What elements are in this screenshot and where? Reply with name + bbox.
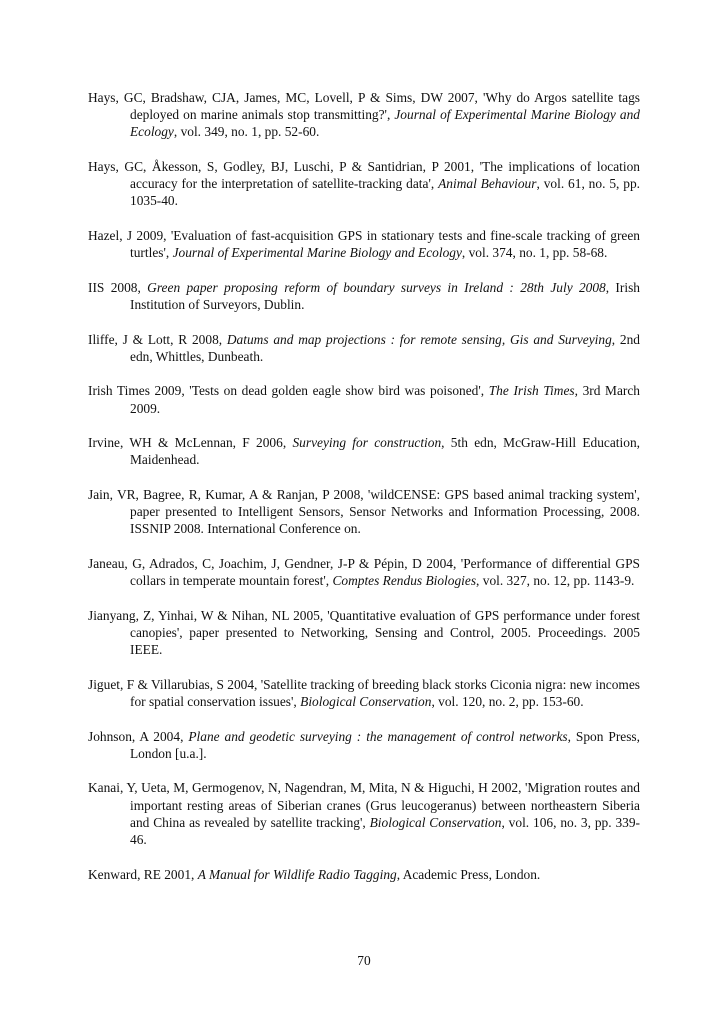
reference-entry bbox=[88, 555, 640, 589]
ref-journal-title: Journal of Experimental Marine Biology and Ecology bbox=[130, 107, 640, 140]
ref-text: Kenward, RE 2001, bbox=[88, 866, 198, 882]
ref-text: , Academic Press, London. bbox=[396, 866, 541, 882]
reference-entry bbox=[88, 728, 640, 762]
ref-text: , 2nd edn, Whittles, Dunbeath. bbox=[130, 331, 640, 364]
ref-text: , vol. 374, no. 1, pp. 58-68. bbox=[461, 245, 608, 261]
ref-journal-title: The Irish Times bbox=[488, 383, 575, 399]
reference-entry bbox=[88, 607, 640, 659]
ref-text: Irvine, WH & McLennan, F 2006, bbox=[88, 435, 293, 451]
reference-entry bbox=[88, 382, 640, 416]
reference-entry bbox=[88, 279, 640, 313]
ref-book-title: Green paper proposing reform of boundary surveys in Ireland : 28th July 2008 bbox=[147, 279, 606, 295]
ref-book-title: Datums and map projections : for remote sensing, Gis and Surveying bbox=[226, 331, 612, 347]
reference-entry bbox=[88, 89, 640, 141]
reference-entry bbox=[88, 158, 640, 210]
reference-entry bbox=[88, 434, 640, 468]
ref-text: Irish Times 2009, 'Tests on dead golden eagle show bird was poisoned', bbox=[88, 383, 489, 399]
ref-text: , Spon Press, London [u.a.]. bbox=[130, 728, 640, 761]
ref-text: Iliffe, J & Lott, R 2008, bbox=[88, 331, 227, 347]
reference-entry bbox=[88, 227, 640, 261]
ref-text: , 3rd March 2009. bbox=[130, 383, 640, 416]
ref-journal-title: Biological Conservation bbox=[369, 814, 502, 830]
ref-text: , vol. 106, no. 3, pp. 339-46. bbox=[130, 814, 641, 847]
ref-text: , vol. 120, no. 2, pp. 153-60. bbox=[431, 693, 584, 709]
ref-text: Janeau, G, Adrados, C, Joachim, J, Gendner, J-P & Pépin, D 2004, 'Performance of differential GPS collars in temperate mountain forest', bbox=[88, 555, 640, 589]
reference-entry bbox=[88, 779, 640, 848]
ref-text: Jiguet, F & Villarubias, S 2004, 'Satellite tracking of breeding black storks Ciconia nigra: new incomes for spatial conservation issues', bbox=[88, 676, 640, 709]
ref-journal-title: Animal Behaviour bbox=[438, 176, 537, 192]
reference-entry bbox=[88, 866, 640, 883]
ref-book-title: Plane and geodetic surveying : the management of control networks bbox=[188, 728, 568, 744]
ref-text: Johnson, A 2004, bbox=[88, 728, 189, 744]
ref-text: Hays, GC, Bradshaw, CJA, James, MC, Lovell, P & Sims, DW 2007, 'Why do Argos satellite tags deployed on marine animals stop transmitting?', bbox=[88, 90, 640, 123]
reference-entry bbox=[88, 331, 640, 365]
ref-book-title: A Manual for Wildlife Radio Tagging bbox=[197, 866, 397, 882]
ref-text: , Irish Institution of Surveyors, Dublin. bbox=[130, 279, 640, 312]
ref-journal-title: Journal of Experimental Marine Biology and Ecology bbox=[172, 245, 462, 261]
ref-text: , 5th edn, McGraw-Hill Education, Maidenhead. bbox=[130, 435, 640, 468]
page-number: 70 bbox=[357, 953, 371, 968]
ref-text: Hays, GC, Åkesson, S, Godley, BJ, Luschi, P & Santidrian, P 2001, 'The implications of location accuracy for the interpretation of satellite-tracking data', bbox=[88, 159, 640, 192]
ref-book-title: Surveying for construction bbox=[292, 435, 442, 451]
reference-list bbox=[88, 89, 640, 900]
ref-text: IIS 2008, bbox=[88, 279, 148, 295]
ref-text: , vol. 61, no. 5, pp. 1035-40. bbox=[130, 176, 640, 209]
ref-text: Jianyang, Z, Yinhai, W & Nihan, NL 2005, 'Quantitative evaluation of GPS performance under forest canopies', paper presented to Networking, Sensing and Control, 2005. Proceedings. 2005 IEEE. bbox=[88, 607, 640, 658]
ref-text: Hazel, J 2009, 'Evaluation of fast-acquisition GPS in stationary tests and fine-scale tracking of green turtles', bbox=[88, 228, 640, 261]
reference-entry bbox=[88, 486, 640, 538]
ref-text: Jain, VR, Bagree, R, Kumar, A & Ranjan, P 2008, 'wildCENSE: GPS based animal tracking system', paper presented to Intelligent Sensors, Sensor Networks and Information Processing, 2008. ISSNIP 2008. International Conference on. bbox=[88, 486, 640, 537]
ref-text: , vol. 349, no. 1, pp. 52-60. bbox=[173, 124, 320, 140]
ref-journal-title: Biological Conservation bbox=[300, 693, 432, 709]
ref-text: Kanai, Y, Ueta, M, Germogenov, N, Nagendran, M, Mita, N & Higuchi, H 2002, 'Migration routes and important resting areas of Siberian cranes (Grus leucogeranus) between northeastern Siberia and China as revealed by satellite tracking', bbox=[88, 780, 640, 830]
reference-entry bbox=[88, 676, 640, 710]
ref-journal-title: Comptes Rendus Biologies bbox=[332, 573, 477, 589]
ref-text: , vol. 327, no. 12, pp. 1143-9. bbox=[476, 573, 635, 589]
